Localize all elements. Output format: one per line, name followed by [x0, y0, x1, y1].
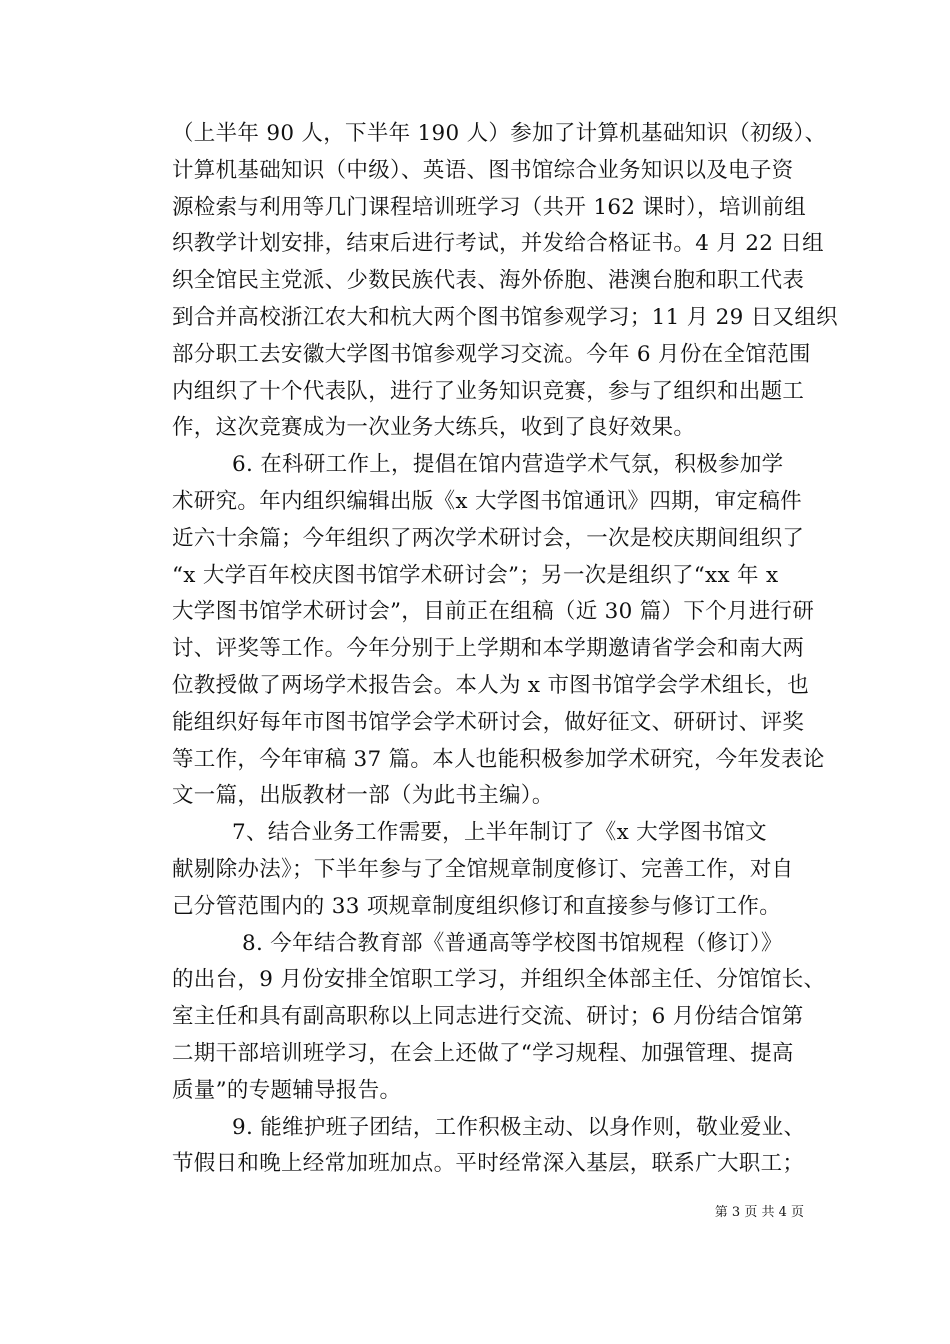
text-line: 己分管范围内的 33 项规章制度组织修订和直接参与修订工作。 — [172, 893, 782, 919]
text-line: 织全馆民主党派、少数民族代表、海外侨胞、港澳台胞和职工代表 — [172, 268, 805, 294]
paragraph-8-start: 8. 今年结合教育部《普通高等学校图书馆规程（修订）》 — [242, 930, 783, 956]
text-line: 术研究。年内组织编辑出版《x 大学图书馆通讯》四期，审定稿件 — [172, 488, 802, 514]
paragraph-9-start: 9. 能维护班子团结，工作积极主动、以身作则，敬业爱业、 — [232, 1114, 806, 1140]
text-line: 到合并高校浙江农大和杭大两个图书馆参观学习；11 月 29 日又组织 — [172, 304, 838, 330]
text-line: 织教学计划安排，结束后进行考试，并发给合格证书。4 月 22 日组 — [172, 231, 824, 257]
page-number-footer: 第 3 页 共 4 页 — [714, 1205, 804, 1220]
text-line: 质量”的专题辅导报告。 — [172, 1077, 402, 1103]
text-line: “x 大学百年校庆图书馆学术研讨会”；另一次是组织了“xx 年 x — [172, 562, 779, 588]
text-line: 作，这次竞赛成为一次业务大练兵，收到了良好效果。 — [172, 415, 696, 441]
text-line: 计算机基础知识（中级）、英语、图书馆综合业务知识以及电子资 — [172, 157, 794, 183]
text-line: 位教授做了两场学术报告会。本人为 x 市图书馆学会学术组长，也 — [172, 672, 810, 698]
text-line: 能组织好每年市图书馆学会学术研讨会，做好征文、研研讨、评奖 — [172, 709, 805, 735]
text-line: 的出台，9 月份安排全馆职工学习，并组织全体部主任、分馆馆长、 — [172, 967, 826, 993]
text-line: 文一篇，出版教材一部（为此书主编）。 — [172, 783, 554, 809]
text-line: 近六十余篇；今年组织了两次学术研讨会，一次是校庆期间组织了 — [172, 525, 805, 551]
text-line: 讨、评奖等工作。今年分别于上学期和本学期邀请省学会和南大两 — [172, 636, 805, 662]
text-line: 部分职工去安徽大学图书馆参观学习交流。今年 6 月份在全馆范围 — [172, 341, 811, 367]
text-line: 源检索与利用等几门课程培训班学习（共开 162 课时），培训前组 — [172, 194, 807, 220]
paragraph-6-start: 6. 在科研工作上，提倡在馆内营造学术气氛，积极参加学 — [232, 452, 784, 478]
text-line: 内组织了十个代表队，进行了业务知识竞赛，参与了组织和出题工 — [172, 378, 805, 404]
paragraph-7-start: 7、结合业务工作需要，上半年制订了《x 大学图书馆文 — [232, 820, 767, 846]
text-line: （上半年 90 人，下半年 190 人）参加了计算机基础知识（初级）、 — [172, 121, 827, 146]
text-line: 二期干部培训班学习，在会上还做了“学习规程、加强管理、提高 — [172, 1040, 794, 1066]
text-line: 献剔除办法》；下半年参与了全馆规章制度修订、完善工作，对自 — [172, 856, 794, 882]
text-line: 等工作，今年审稿 37 篇。本人也能积极参加学术研究，今年发表论 — [172, 746, 825, 772]
text-line: 节假日和晚上经常加班加点。平时经常深入基层，联系广大职工； — [172, 1151, 805, 1177]
body-text — [172, 116, 838, 1183]
text-line: 室主任和具有副高职称以上同志进行交流、研讨；6 月份结合馆第 — [172, 1004, 804, 1030]
text-line: 大学图书馆学术研讨会”，目前正在组稿（近 30 篇）下个月进行研 — [172, 599, 815, 625]
